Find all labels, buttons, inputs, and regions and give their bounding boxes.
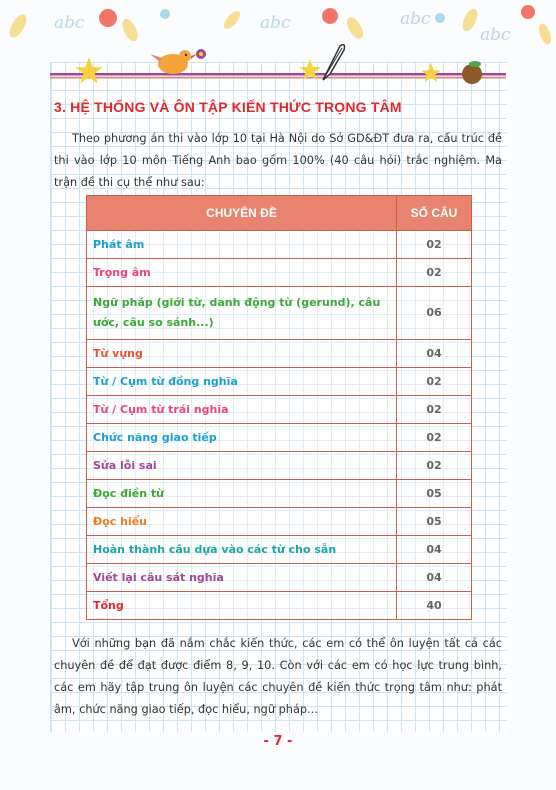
count-cell: 04 — [397, 340, 472, 368]
topic-cell: Viết lại câu sát nghĩa — [87, 564, 397, 592]
section-title: 3. HỆ THỐNG VÀ ÔN TẬP KIẾN THỨC TRỌNG TÂM — [54, 99, 402, 115]
table-row — [87, 396, 472, 424]
count-cell: 02 — [397, 259, 472, 287]
star-icon-3 — [420, 62, 442, 84]
count-cell: 02 — [397, 424, 472, 452]
exam-structure-table — [86, 195, 472, 620]
topic-cell: Trọng âm — [87, 259, 397, 287]
count-cell: 02 — [397, 396, 472, 424]
table-row — [87, 259, 472, 287]
table-row — [87, 340, 472, 368]
count-cell: 04 — [397, 536, 472, 564]
count-cell: 02 — [397, 368, 472, 396]
decor-text-1: abc — [54, 13, 85, 33]
page-number: - 7 - — [263, 734, 293, 749]
top-decoration — [0, 0, 556, 60]
count-cell: 04 — [397, 564, 472, 592]
table-header-row — [87, 196, 472, 231]
intro-paragraph: Theo phương án thi vào lớp 10 tại Hà Nội do Sở GD&ĐT đưa ra, cấu trúc đề thi vào lớp 10 môn Tiếng Anh bao gồm 100% (40 câu hỏi) trắc nghiệm. Ma trận đề thi cụ thể như sau: — [54, 132, 502, 189]
table-row — [87, 368, 472, 396]
decor-text-3: abc — [400, 9, 431, 29]
star-icon — [74, 56, 104, 86]
table-row — [87, 508, 472, 536]
topic-cell: Phát âm — [87, 231, 397, 259]
topic-cell: Chức năng giao tiếp — [87, 424, 397, 452]
outro-paragraph: Với những bạn đã nắm chắc kiến thức, các em có thể ôn luyện tất cả các chuyên đề để đạt được điểm 8, 9, 10. Còn với các em có học lực trung bình, các em hãy tập trung ôn luyện các chuyên đề kiến thức trọng tâm như: phát âm, chức năng giao tiếp, đọc hiểu, ngữ pháp... — [54, 637, 502, 716]
table-row — [87, 424, 472, 452]
table-row — [87, 452, 472, 480]
topic-cell: Ngữ pháp (giới từ, danh động từ (gerund), câu ước, câu so sánh...) — [87, 287, 397, 340]
table-row — [87, 592, 472, 620]
topic-cell: Sửa lỗi sai — [87, 452, 397, 480]
topic-cell: Từ / Cụm từ đồng nghĩa — [87, 368, 397, 396]
table-row — [87, 536, 472, 564]
table-row — [87, 480, 472, 508]
header-topic: CHUYÊN ĐỀ — [87, 196, 397, 231]
topic-cell: Từ / Cụm từ trái nghĩa — [87, 396, 397, 424]
table-row — [87, 287, 472, 340]
table-row — [87, 231, 472, 259]
flower-icon — [190, 44, 212, 64]
topic-cell: Đọc hiểu — [87, 508, 397, 536]
count-cell: 06 — [397, 287, 472, 340]
topic-cell: Đọc điền từ — [87, 480, 397, 508]
topic-cell: Từ vựng — [87, 340, 397, 368]
header-count: SỐ CÂU — [397, 196, 472, 231]
count-cell: 05 — [397, 480, 472, 508]
decor-text-4: abc — [480, 25, 511, 45]
apple-icon — [458, 58, 486, 86]
topic-cell: Tổng — [87, 592, 397, 620]
count-cell: 02 — [397, 452, 472, 480]
count-cell: 05 — [397, 508, 472, 536]
count-cell: 40 — [397, 592, 472, 620]
count-cell: 02 — [397, 231, 472, 259]
feather-icon — [318, 40, 348, 82]
table-row — [87, 564, 472, 592]
decor-text-2: abc — [260, 13, 291, 33]
topic-cell: Hoàn thành câu dựa vào các từ cho sẵn — [87, 536, 397, 564]
